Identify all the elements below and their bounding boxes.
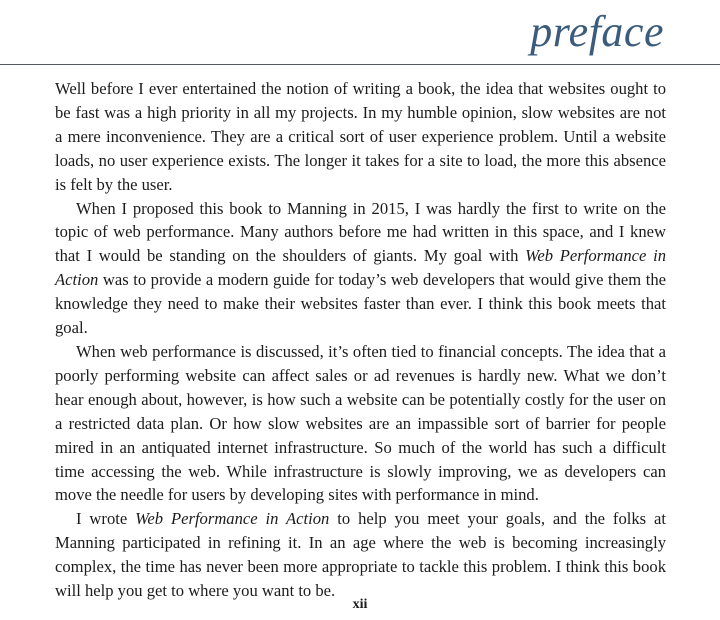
header-rule [0,64,720,65]
book-title-reference: Web Performance in Action [135,509,330,529]
page-number: xii [352,597,368,612]
paragraph-4-text-after: to help you meet your goals, and the folks at Manning participated in refining it. In an age where the web is becoming increasingly complex, the time has never been more appropriate to tackle this problem. I think this book will help you get to where you want to be. [55,509,666,601]
paragraph-2 [55,197,666,340]
book-title-reference: Web Performance in Action [55,246,666,290]
paragraph-1: Well before I ever entertained the notion of writing a book, the idea that websites ought to be fast was a high priority in all my projects. In my humble opinion, slow websites are not a mere inconvenience. They are a critical sort of user experience problem. Until a website loads, no user experience exists. The longer it takes for a site to load, the more this absence is felt by the user. [55,79,666,194]
chapter-title: preface [530,7,664,56]
paragraph-4 [55,507,666,603]
paragraph-2-text-after: was to provide a modern guide for today’s web developers that would give them the knowledge they need to make their websites faster than ever. I think this book meets that goal. [55,270,666,338]
paragraph-3: When web performance is discussed, it’s often tied to financial concepts. The idea that a poorly performing website can affect sales or ad revenues is hardly new. What we don’t hear enough about, however, is how such a website can be potentially costly for the user on a restricted data plan. Or how slow websites are an impassible sort of barrier for people mired in an antiquated internet infrastructure. So much of the world has such a difficult time accessing the web. While infrastructure is slowly improving, we as developers can move the needle for users by developing sites with performance in mind. [55,341,666,505]
paragraph-2-text-before: When I proposed this book to Manning in 2015, I was hardly the first to write on the topic of web performance. Many authors before me had written in this space, and I knew that I would be standing on the shoulders of giants. My goal with [55,198,666,266]
preface-body [55,77,666,603]
paragraph-4-text-before: I wrote [76,509,136,529]
